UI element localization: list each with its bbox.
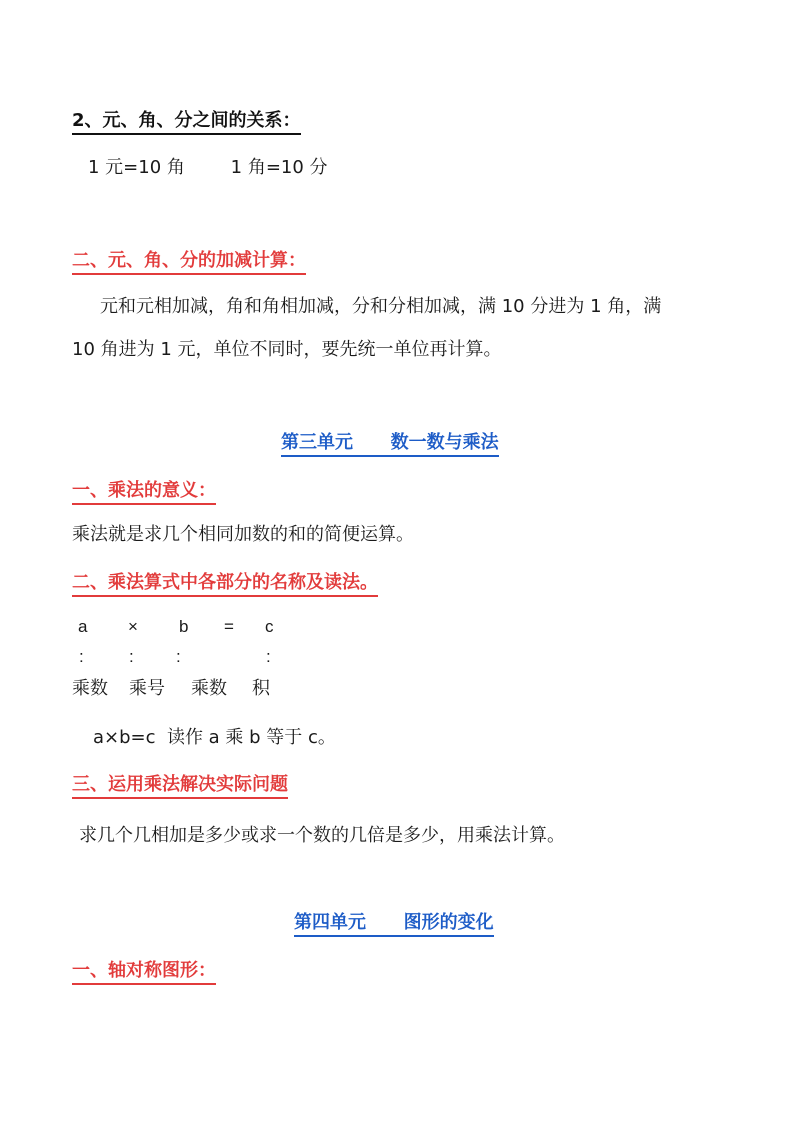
formula-reading: a×b=c 读作 a 乘 b 等于 c。 [93,727,336,748]
section-heading-apply-multiplication: 三、运用乘法解决实际问题 [72,770,288,799]
section-heading-axis-symmetry: 一、轴对称图形： [72,956,216,985]
formula-label-times-sign: 乘号 [129,678,165,699]
formula-label-multiplier: 乘数 [191,678,227,699]
money-calc-paragraph-line-2: 10 角进为 1 元，单位不同时，要先统一单位再计算。 [72,339,502,360]
formula-label-product: 积 [252,678,270,699]
unit-4-title: 第四单元 图形的变化 [294,908,494,937]
apply-multiplication-text: 求几个几相加是多少或求一个数的几倍是多少，用乘法计算。 [79,825,565,846]
formula-symbol-equals: = [224,617,234,636]
unit-3-title: 第三单元 数一数与乘法 [281,428,499,457]
section-heading-money-calc: 二、元、角、分的加减计算： [72,246,306,275]
formula-colon: : [129,647,134,666]
multiplication-meaning-text: 乘法就是求几个相同加数的和的简便运算。 [72,524,414,545]
formula-colon: : [79,647,84,666]
section-heading-multiplication-meaning: 一、乘法的意义： [72,476,216,505]
formula-symbol-times: × [128,617,138,636]
formula-symbol-c: c [265,617,274,636]
formula-symbol-a: a [78,617,88,636]
formula-colon: : [266,647,271,666]
formula-colon: : [176,647,181,666]
money-relation-line: 1 元=10 角 1 角=10 分 [88,157,328,178]
section-heading-formula-parts: 二、乘法算式中各部分的名称及读法。 [72,568,378,597]
money-calc-paragraph-line-1: 元和元相加减，角和角相加减，分和分相加减，满 10 分进为 1 角，满 [100,296,662,317]
formula-label-multiplier: 乘数 [72,678,108,699]
section-heading-money-relation: 2、元、角、分之间的关系： [72,106,301,135]
formula-symbol-b: b [179,617,189,636]
